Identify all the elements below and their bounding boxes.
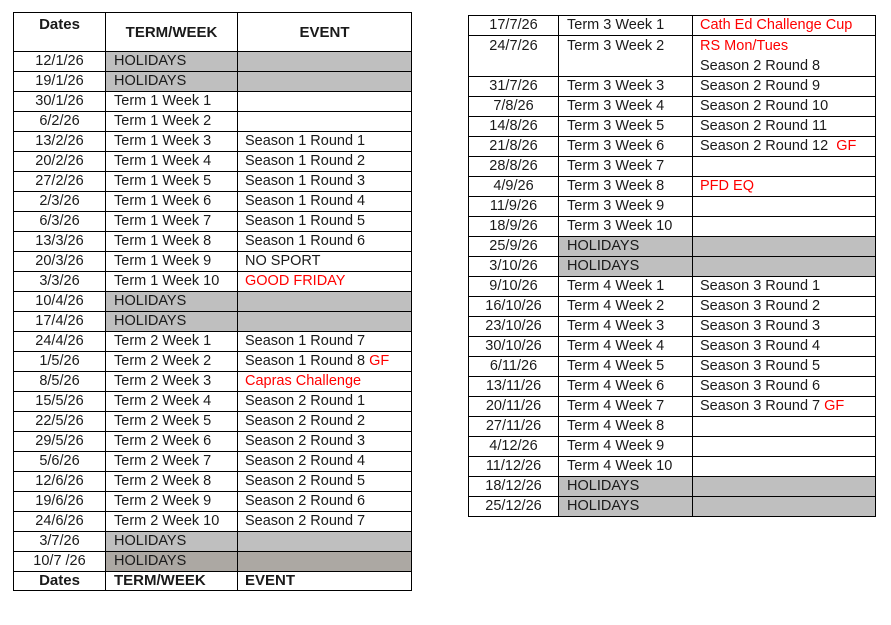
term-week-cell: Term 1 Week 1 [106,92,238,112]
term-week-cell: HOLIDAYS [106,292,238,312]
table-row [14,212,412,232]
term-week-cell: Term 2 Week 1 [106,332,238,352]
term-week-cell: Term 3 Week 1 [559,16,693,36]
holiday-row [14,312,412,332]
table-row [14,172,412,192]
event-text-red: Capras Challenge [245,373,362,389]
event-cell [693,237,876,257]
event-cell [238,392,412,412]
event-text: Season 3 Round 2 [700,298,821,314]
event-cell [238,292,412,312]
event-text: Season 1 Round 8 [245,353,370,369]
header-event: EVENT [238,13,412,52]
event-text: Season 2 Round 1 [245,393,366,409]
event-cell [693,97,876,117]
table-row [14,132,412,152]
date-cell: 20/11/26 [469,397,559,417]
event-cell [693,36,876,77]
event-cell [693,16,876,36]
event-text: Season 1 Round 6 [245,233,366,249]
table-row [14,512,412,532]
event-cell [693,277,876,297]
footer-event: EVENT [238,572,412,591]
term-week-cell: Term 2 Week 5 [106,412,238,432]
event-cell [693,117,876,137]
date-cell: 22/5/26 [14,412,106,432]
term-week-cell: Term 1 Week 8 [106,232,238,252]
table-row [469,457,876,477]
date-cell: 2/3/26 [14,192,106,212]
event-text: Season 3 Round 3 [700,318,821,334]
event-cell [238,252,412,272]
event-cell [238,132,412,152]
term-week-cell: Term 4 Week 6 [559,377,693,397]
event-cell [238,272,412,292]
date-cell: 17/4/26 [14,312,106,332]
event-text-red: RS Mon/Tues [700,38,789,54]
term-week-cell: Term 3 Week 7 [559,157,693,177]
term-week-cell: Term 3 Week 8 [559,177,693,197]
event-cell [693,257,876,277]
term-week-cell: HOLIDAYS [106,72,238,92]
event-cell [238,212,412,232]
table-row [469,97,876,117]
event-cell [693,397,876,417]
table-row [14,92,412,112]
table-row [14,272,412,292]
event-text: Season 2 Round 7 [245,513,366,529]
table-row [14,112,412,132]
event-text-red: GF [824,398,845,414]
event-cell [693,137,876,157]
term-week-cell: Term 4 Week 3 [559,317,693,337]
event-text: Season 2 Round 4 [245,453,366,469]
event-text: Season 2 Round 9 [700,78,821,94]
event-text: Season 1 Round 5 [245,213,366,229]
event-text: Season 3 Round 1 [700,278,821,294]
table-row [469,437,876,457]
footer-term-week: TERM/WEEK [106,572,238,591]
event-cell [238,472,412,492]
table-row [14,492,412,512]
term-week-cell: Term 1 Week 5 [106,172,238,192]
event-cell [693,177,876,197]
date-cell: 4/12/26 [469,437,559,457]
date-cell: 27/2/26 [14,172,106,192]
term-week-cell: Term 2 Week 8 [106,472,238,492]
event-text-red: GF [369,353,390,369]
term-week-cell: Term 4 Week 9 [559,437,693,457]
date-cell: 12/1/26 [14,52,106,72]
term-week-cell: Term 3 Week 4 [559,97,693,117]
term-week-cell: Term 4 Week 7 [559,397,693,417]
table-row [469,377,876,397]
term-week-cell: Term 1 Week 4 [106,152,238,172]
table-row [469,137,876,157]
date-cell: 13/3/26 [14,232,106,252]
event-text: Season 1 Round 3 [245,173,366,189]
table-row [14,332,412,352]
event-text: Season 2 Round 5 [245,473,366,489]
event-text: Season 2 Round 3 [245,433,366,449]
event-cell [238,552,412,572]
date-cell: 3/3/26 [14,272,106,292]
date-cell: 20/3/26 [14,252,106,272]
term-week-cell: Term 4 Week 8 [559,417,693,437]
event-cell [693,197,876,217]
term-week-cell: Term 1 Week 2 [106,112,238,132]
event-cell [693,497,876,517]
term-week-cell: Term 4 Week 1 [559,277,693,297]
table-row [14,392,412,412]
date-cell: 6/3/26 [14,212,106,232]
date-cell: 13/2/26 [14,132,106,152]
event-text: Season 3 Round 4 [700,338,821,354]
holiday-row [469,257,876,277]
event-cell [238,52,412,72]
date-cell: 29/5/26 [14,432,106,452]
date-cell: 27/11/26 [469,417,559,437]
date-cell: 3/7/26 [14,532,106,552]
event-cell [238,332,412,352]
date-cell: 21/8/26 [469,137,559,157]
term-week-cell: Term 4 Week 10 [559,457,693,477]
term-week-cell: Term 1 Week 9 [106,252,238,272]
table-row [469,417,876,437]
date-cell: 23/10/26 [469,317,559,337]
table-row [469,117,876,137]
term-calendar-table-left [13,12,412,591]
date-cell: 16/10/26 [469,297,559,317]
term-week-cell: HOLIDAYS [106,312,238,332]
event-cell [238,92,412,112]
event-cell [238,72,412,92]
term-week-cell: Term 1 Week 3 [106,132,238,152]
date-cell: 19/6/26 [14,492,106,512]
table-row [469,337,876,357]
event-text-red: GF [836,138,857,154]
table-row [14,192,412,212]
term-week-cell: Term 4 Week 4 [559,337,693,357]
event-text-red: Cath Ed Challenge Cup [700,17,853,33]
event-cell [693,357,876,377]
date-cell: 18/9/26 [469,217,559,237]
term-week-cell: Term 3 Week 3 [559,77,693,97]
holiday-row [469,237,876,257]
table-row [14,452,412,472]
event-cell [693,297,876,317]
table-row [469,177,876,197]
date-cell: 11/9/26 [469,197,559,217]
term-week-cell: HOLIDAYS [559,477,693,497]
term-week-cell: HOLIDAYS [559,257,693,277]
event-cell [238,532,412,552]
date-cell: 9/10/26 [469,277,559,297]
table-row [14,252,412,272]
footer-dates: Dates [14,572,106,591]
event-cell [238,192,412,212]
event-text: Season 2 Round 6 [245,493,366,509]
event-text: Season 2 Round 8 [700,57,821,74]
table-row [469,16,876,36]
event-text: Season 1 Round 4 [245,193,366,209]
date-cell: 3/10/26 [469,257,559,277]
term-week-cell: Term 3 Week 2 [559,36,693,77]
date-cell: 7/8/26 [469,97,559,117]
footer-row [14,572,412,591]
term-week-cell: HOLIDAYS [106,52,238,72]
date-cell: 30/1/26 [14,92,106,112]
table-row [469,36,876,77]
date-cell: 13/11/26 [469,377,559,397]
event-cell [238,352,412,372]
date-cell: 19/1/26 [14,72,106,92]
table-row [469,217,876,237]
table-row [14,372,412,392]
term-week-cell: Term 2 Week 2 [106,352,238,372]
event-text: Season 3 Round 7 [700,398,825,414]
event-text: Season 2 Round 2 [245,413,366,429]
table-row [14,352,412,372]
date-cell: 10/4/26 [14,292,106,312]
date-cell: 4/9/26 [469,177,559,197]
holiday-row [14,52,412,72]
date-cell: 31/7/26 [469,77,559,97]
table-row [469,297,876,317]
date-cell: 1/5/26 [14,352,106,372]
date-cell: 24/7/26 [469,36,559,77]
term-week-cell: HOLIDAYS [106,552,238,572]
event-cell [693,317,876,337]
date-cell: 25/9/26 [469,237,559,257]
header-dates: Dates [14,13,106,52]
term-week-cell: Term 1 Week 10 [106,272,238,292]
event-text: Season 2 Round 10 [700,98,829,114]
term-week-cell: Term 3 Week 6 [559,137,693,157]
term-week-cell: Term 1 Week 7 [106,212,238,232]
table-row [469,317,876,337]
event-cell [238,112,412,132]
holiday-row [469,497,876,517]
event-text-red: PFD EQ [700,178,754,194]
event-cell [238,172,412,192]
date-cell: 6/11/26 [469,357,559,377]
event-text: Season 1 Round 1 [245,133,366,149]
date-cell: 25/12/26 [469,497,559,517]
header-row [14,13,412,52]
event-cell [693,337,876,357]
term-week-cell: Term 2 Week 6 [106,432,238,452]
event-cell [693,377,876,397]
date-cell: 14/8/26 [469,117,559,137]
term-week-cell: Term 2 Week 7 [106,452,238,472]
table-row [14,152,412,172]
event-text: Season 1 Round 7 [245,333,366,349]
header-term-week: TERM/WEEK [106,13,238,52]
event-cell [238,152,412,172]
holiday-row [469,477,876,497]
holiday-row [14,532,412,552]
date-cell: 24/6/26 [14,512,106,532]
date-cell: 18/12/26 [469,477,559,497]
date-cell: 12/6/26 [14,472,106,492]
event-cell [693,417,876,437]
holiday-row [14,72,412,92]
event-cell [238,412,412,432]
term-week-cell: Term 3 Week 5 [559,117,693,137]
table-row [14,472,412,492]
event-cell [238,512,412,532]
term-week-cell: HOLIDAYS [106,532,238,552]
term-calendar-table-right [468,15,876,517]
term-week-cell: Term 4 Week 2 [559,297,693,317]
event-text: Season 1 Round 2 [245,153,366,169]
event-cell [238,232,412,252]
event-cell [693,457,876,477]
term-week-cell: Term 2 Week 3 [106,372,238,392]
event-text: Season 2 Round 11 [700,118,828,134]
term-week-cell: Term 2 Week 4 [106,392,238,412]
table-row [469,197,876,217]
event-cell [693,77,876,97]
term-week-cell: Term 3 Week 10 [559,217,693,237]
holiday-row [14,292,412,312]
table-row [469,397,876,417]
date-cell: 8/5/26 [14,372,106,392]
term-week-cell: HOLIDAYS [559,237,693,257]
event-text: NO SPORT [245,253,321,269]
term-week-cell: Term 2 Week 10 [106,512,238,532]
event-cell [693,157,876,177]
date-cell: 15/5/26 [14,392,106,412]
event-cell [693,437,876,457]
table-row [14,232,412,252]
date-cell: 24/4/26 [14,332,106,352]
table-row [14,412,412,432]
event-cell [238,452,412,472]
event-text: Season 2 Round 12 [700,138,837,154]
date-cell: 30/10/26 [469,337,559,357]
table-row [469,77,876,97]
event-cell [238,492,412,512]
date-cell: 28/8/26 [469,157,559,177]
event-cell [238,372,412,392]
term-week-cell: Term 1 Week 6 [106,192,238,212]
table-row [469,277,876,297]
table-row [469,357,876,377]
date-cell: 10/7 /26 [14,552,106,572]
event-cell [693,217,876,237]
table-row [469,157,876,177]
date-cell: 20/2/26 [14,152,106,172]
event-text: Season 3 Round 5 [700,358,821,374]
holiday-row [14,552,412,572]
date-cell: 17/7/26 [469,16,559,36]
date-cell: 11/12/26 [469,457,559,477]
term-week-cell: Term 3 Week 9 [559,197,693,217]
date-cell: 6/2/26 [14,112,106,132]
event-text: Season 3 Round 6 [700,378,821,394]
event-cell [238,432,412,452]
term-week-cell: Term 2 Week 9 [106,492,238,512]
table-row [14,432,412,452]
event-text-red: GOOD FRIDAY [245,273,346,289]
date-cell: 5/6/26 [14,452,106,472]
event-cell [693,477,876,497]
event-cell [238,312,412,332]
term-week-cell: HOLIDAYS [559,497,693,517]
term-week-cell: Term 4 Week 5 [559,357,693,377]
